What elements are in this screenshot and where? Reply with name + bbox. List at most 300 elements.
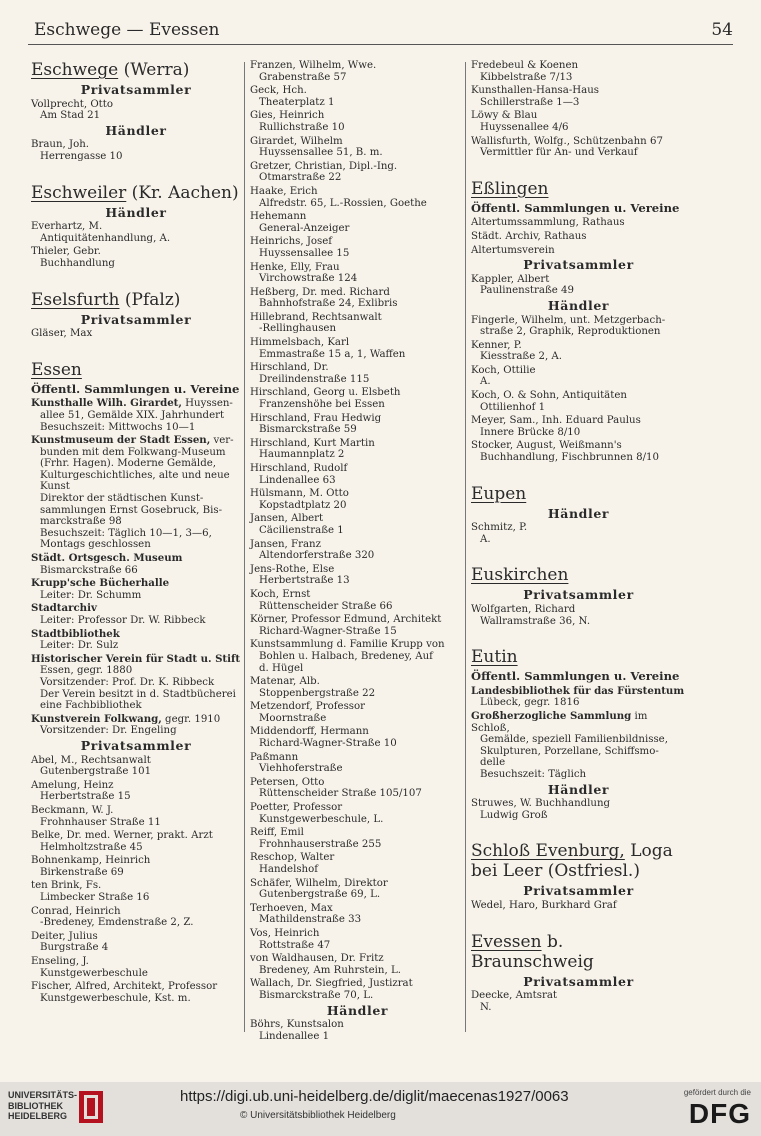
city-name: Schloß Evenburg, bbox=[471, 841, 625, 862]
entry-line: Skulpturen, Porzellane, Schiffsmo- bbox=[480, 745, 659, 757]
directory-entry bbox=[250, 463, 465, 486]
directory-entry bbox=[471, 365, 686, 388]
directory-entry bbox=[471, 315, 686, 338]
entry-line: Kopstadtplatz 20 bbox=[259, 499, 347, 511]
entry-name: Beckmann, W. J. bbox=[31, 804, 114, 816]
section-heading: Händler bbox=[547, 297, 610, 313]
entry-line: Paulinenstraße 49 bbox=[480, 285, 575, 297]
entry-name: Paßmann bbox=[250, 751, 299, 763]
entry-line: Lindenallee 1 bbox=[259, 1030, 330, 1042]
entry-name: Middendorff, Hermann bbox=[250, 726, 369, 738]
column-divider bbox=[465, 62, 466, 1032]
page-header bbox=[28, 20, 733, 45]
directory-entry bbox=[31, 755, 241, 778]
entry-line: Mathildenstraße 33 bbox=[259, 914, 362, 926]
city-name: Eschweiler bbox=[31, 182, 127, 203]
institution-name: Kunstverein Folkwang, bbox=[31, 712, 162, 725]
section-heading: Händler bbox=[547, 505, 610, 521]
section-heading: Händler bbox=[105, 122, 167, 138]
spacer bbox=[471, 823, 686, 841]
entry-name: Everhartz, M. bbox=[31, 221, 103, 233]
entry-line: Kulturgeschichtliches, alte und neue bbox=[40, 469, 230, 481]
directory-entry bbox=[250, 60, 465, 83]
entry-name: Matenar, Alb. bbox=[250, 676, 320, 688]
entry-line: Schillerstraße 1—3 bbox=[480, 96, 580, 108]
entry-line: sammlungen Ernst Gosebruck, Bis- bbox=[40, 504, 223, 516]
entry-line: Bredeney, Am Ruhrstein, L. bbox=[259, 964, 401, 976]
entry-name: Gretzer, Christian, Dipl.-Ing. bbox=[250, 160, 398, 172]
entry-line: Bohlen u. Halbach, Bredeney, Auf bbox=[259, 650, 433, 662]
directory-entry bbox=[471, 522, 686, 545]
directory-entry bbox=[471, 217, 686, 229]
entry-name: ten Brink, Fs. bbox=[31, 880, 102, 892]
entry-line: Franzenshöhe bei Essen bbox=[259, 399, 385, 411]
running-title: Eschwege — Evessen bbox=[34, 20, 220, 40]
directory-entry bbox=[250, 726, 465, 749]
permalink-url[interactable]: https://digi.ub.uni-heidelberg.de/diglit/maecenas1927/0063 bbox=[180, 1088, 569, 1105]
entry-line: Gemälde, speziell Familienbildnisse, bbox=[480, 734, 668, 746]
entry-name: Hirschland, Frau Hedwig bbox=[250, 412, 382, 424]
entry-line: Burgstraße 4 bbox=[40, 942, 109, 954]
city-heading bbox=[31, 290, 241, 310]
spacer bbox=[31, 272, 241, 290]
entry-name: von Waldhausen, Dr. Fritz bbox=[250, 953, 384, 965]
entry-name: Conrad, Heinrich bbox=[31, 905, 121, 917]
entry-line: Vermittler für An- und Verkauf bbox=[480, 147, 638, 159]
page-number: 54 bbox=[711, 20, 733, 40]
entry-name: Amelung, Heinz bbox=[31, 779, 114, 791]
directory-entry bbox=[250, 614, 465, 637]
entry-line: Am Stad 21 bbox=[40, 110, 101, 122]
entry-detail: gegr. 1910 bbox=[161, 713, 221, 725]
directory-entry bbox=[250, 953, 465, 976]
entry-name: Henke, Elly, Frau bbox=[250, 261, 340, 273]
entry-name: Struwes, W. Buchhandlung bbox=[471, 798, 611, 810]
entry-line: Limbecker Straße 16 bbox=[40, 892, 150, 904]
entry-name: Hehemann bbox=[250, 211, 307, 223]
directory-entry bbox=[31, 139, 241, 162]
city-heading bbox=[31, 360, 241, 380]
entry-line: Kiesstraße 2, A. bbox=[480, 351, 563, 363]
directory-entry bbox=[250, 161, 465, 184]
spacer bbox=[31, 165, 241, 183]
viewer-footer bbox=[0, 1082, 761, 1136]
entry-first-line bbox=[31, 629, 241, 641]
directory-entry bbox=[31, 956, 241, 979]
directory-entry bbox=[31, 435, 241, 551]
entry-name: Wallach, Dr. Siegfried, Justizrat bbox=[250, 978, 413, 990]
entry-line: bunden mit dem Folkwang-Museum bbox=[40, 446, 226, 458]
entry-line: -Rellinghausen bbox=[259, 323, 337, 335]
institutions-heading: Öffentl. Sammlungen u. Vereine bbox=[471, 200, 680, 215]
entry-name: Deecke, Amtsrat bbox=[471, 990, 557, 1002]
entry-name: Reiff, Emil bbox=[250, 827, 304, 839]
entry-name: Reschop, Walter bbox=[250, 852, 335, 864]
entry-line: Alfredstr. 65, L.-Rossien, Goethe bbox=[259, 197, 427, 209]
directory-entry bbox=[31, 654, 241, 712]
city-heading bbox=[471, 841, 686, 881]
directory-entry bbox=[31, 906, 241, 929]
entry-name: Kunstsammlung d. Familie Krupp von bbox=[250, 639, 445, 651]
directory-entry bbox=[471, 604, 686, 627]
directory-entry bbox=[471, 340, 686, 363]
entry-line: Cäcilienstraße 1 bbox=[259, 524, 344, 536]
entry-first-line bbox=[31, 553, 241, 565]
directory-entry bbox=[31, 981, 241, 1004]
entry-line: Herbertstraße 13 bbox=[259, 575, 350, 587]
directory-entry bbox=[31, 99, 241, 122]
city-qualifier: (Werra) bbox=[118, 60, 190, 80]
entry-name: Geck, Hch. bbox=[250, 85, 307, 97]
directory-entry bbox=[250, 978, 465, 1001]
entry-line: Lindenallee 63 bbox=[259, 474, 336, 486]
entry-line: Kunstgewerbeschule, Kst. m. bbox=[40, 992, 191, 1004]
entry-line: Rullichstraße 10 bbox=[259, 121, 345, 133]
spacer bbox=[471, 547, 686, 565]
entry-name: Hillebrand, Rechtsanwalt bbox=[250, 311, 382, 323]
entry-name: Heßberg, Dr. med. Richard bbox=[250, 286, 390, 298]
city-name: Eutin bbox=[471, 647, 518, 668]
section-heading: Privatsammler bbox=[80, 737, 192, 753]
directory-entry bbox=[31, 398, 241, 433]
entry-name: Körner, Professor Edmund, Architekt bbox=[250, 614, 442, 626]
directory-entry bbox=[250, 312, 465, 335]
column-2 bbox=[250, 60, 465, 1044]
entry-line: straße 2, Graphik, Reproduktionen bbox=[480, 326, 661, 338]
entry-line: d. Hügel bbox=[259, 662, 304, 674]
entry-line: Emmastraße 15 a, 1, Waffen bbox=[259, 348, 406, 360]
entry-line: Rüttenscheider Straße 66 bbox=[259, 600, 393, 612]
entry-line: Essen, gegr. 1880 bbox=[40, 665, 133, 677]
entry-line: Lübeck, gegr. 1816 bbox=[480, 697, 580, 709]
entry-first-line bbox=[31, 398, 241, 410]
entry-line: delle bbox=[480, 757, 506, 769]
city-name: Eselsfurth bbox=[31, 289, 120, 310]
section-heading: Privatsammler bbox=[523, 587, 634, 603]
entry-line: Herbertstraße 15 bbox=[40, 791, 131, 803]
entry-name: Meyer, Sam., Inh. Eduard Paulus bbox=[471, 415, 641, 427]
city-heading bbox=[31, 60, 241, 80]
entry-line: Antiquitätenhandlung, A. bbox=[40, 232, 171, 244]
directory-entry bbox=[471, 110, 686, 133]
entry-name: Vos, Heinrich bbox=[250, 927, 320, 939]
institution-name: Großherzogliche Sammlung bbox=[471, 709, 632, 722]
directory-entry bbox=[250, 539, 465, 562]
library-seal-icon bbox=[78, 1090, 104, 1124]
entry-line: A. bbox=[480, 376, 491, 388]
institution-name: Städt. Ortsgesch. Museum bbox=[31, 552, 183, 565]
entry-name: Fischer, Alfred, Architekt, Professor bbox=[31, 981, 218, 993]
directory-entry bbox=[250, 701, 465, 724]
entry-line: Dreilindenstraße 115 bbox=[259, 373, 370, 385]
directory-entry bbox=[250, 262, 465, 285]
entry-line: Handelshof bbox=[259, 864, 319, 875]
entry-name: Hirschland, Rudolf bbox=[250, 463, 348, 474]
entry-line: marckstraße 98 bbox=[40, 516, 122, 528]
entry-name: Kenner, P. bbox=[471, 339, 522, 351]
directory-entry bbox=[31, 880, 241, 903]
institutions-heading: Öffentl. Sammlungen u. Vereine bbox=[471, 669, 680, 684]
spacer bbox=[471, 914, 686, 932]
directory-entry bbox=[31, 780, 241, 803]
spacer bbox=[471, 629, 686, 647]
entry-name: Städt. Archiv, Rathaus bbox=[471, 230, 587, 242]
directory-entry bbox=[250, 110, 465, 133]
section-heading: Privatsammler bbox=[523, 883, 634, 899]
directory-entry bbox=[31, 830, 241, 853]
directory-entry bbox=[250, 827, 465, 850]
entry-name: Jansen, Albert bbox=[250, 513, 324, 525]
directory-entry bbox=[250, 752, 465, 775]
section-heading: Privatsammler bbox=[523, 973, 634, 989]
entry-name: Petersen, Otto bbox=[250, 776, 325, 788]
entry-line: N. bbox=[480, 1001, 492, 1013]
entry-name: Abel, M., Rechtsanwalt bbox=[31, 754, 151, 766]
entry-line: Virchowstraße 124 bbox=[259, 273, 358, 285]
directory-entry bbox=[31, 221, 241, 244]
entry-line: Richard-Wagner-Straße 15 bbox=[259, 625, 397, 637]
copyright-notice: © Universitätsbibliothek Heidelberg bbox=[240, 1110, 396, 1121]
city-name: Eßlingen bbox=[471, 178, 549, 199]
entry-name: Enseling, J. bbox=[31, 956, 89, 968]
directory-entry bbox=[250, 928, 465, 951]
city-qualifier: Loga bei Leer (Ostfriesl.) bbox=[471, 841, 673, 882]
entry-name: Jens-Rothe, Else bbox=[250, 563, 335, 575]
entry-first-line bbox=[31, 714, 241, 726]
directory-entry bbox=[250, 1019, 465, 1042]
entry-name: Hirschland, Georg u. Elsbeth bbox=[250, 387, 401, 399]
entry-line: General-Anzeiger bbox=[259, 222, 350, 234]
directory-entry bbox=[250, 878, 465, 901]
directory-entry bbox=[471, 686, 686, 709]
entry-line: Huyssenallee 4/6 bbox=[480, 121, 569, 133]
institution-name: Kunsthalle Wilh. Girardet, bbox=[31, 397, 182, 410]
entry-line: Der Verein besitzt in d. Stadtbücherei bbox=[40, 688, 236, 700]
institution-name: Stadtarchiv bbox=[31, 602, 97, 615]
entry-name: Haake, Erich bbox=[250, 185, 318, 197]
entry-detail: ver- bbox=[210, 435, 234, 447]
entry-name: Böhrs, Kunstsalon bbox=[250, 1019, 344, 1031]
entry-name: Deiter, Julius bbox=[31, 930, 98, 942]
entry-line: Bismarckstraße 70, L. bbox=[259, 989, 374, 1001]
entry-name: Kappler, Albert bbox=[471, 273, 550, 285]
section-heading: Privatsammler bbox=[80, 311, 192, 327]
city-name: Evessen bbox=[471, 931, 542, 952]
directory-entry bbox=[250, 337, 465, 360]
directory-entry bbox=[31, 931, 241, 954]
directory-entry bbox=[471, 136, 686, 159]
column-divider bbox=[244, 62, 245, 1032]
directory-entry bbox=[471, 711, 686, 781]
entry-name: Girardet, Wilhelm bbox=[250, 135, 343, 147]
directory-entry bbox=[471, 85, 686, 108]
entry-line: Buchhandlung bbox=[40, 257, 115, 269]
entry-line: allee 51, Gemälde XIX. Jahrhundert bbox=[40, 409, 225, 421]
entry-name: Gläser, Max bbox=[31, 328, 93, 340]
directory-entry bbox=[250, 903, 465, 926]
entry-name: Fingerle, Wilhelm, unt. Metzgerbach- bbox=[471, 314, 666, 326]
entry-line: Grabenstraße 57 bbox=[259, 71, 347, 83]
entry-name: Thieler, Gebr. bbox=[31, 246, 101, 258]
entry-name: Koch, Ottilie bbox=[471, 364, 536, 376]
entry-line: Huyssensallee 51, B. m. bbox=[259, 147, 383, 159]
directory-entry bbox=[31, 629, 241, 652]
entry-line: (Frhr. Hagen). Moderne Gemälde, bbox=[40, 458, 216, 470]
entry-name: Gies, Heinrich bbox=[250, 110, 325, 122]
directory-entry bbox=[250, 513, 465, 536]
entry-name: Heinrichs, Josef bbox=[250, 236, 333, 248]
directory-entry bbox=[471, 440, 686, 463]
spacer bbox=[31, 342, 241, 360]
city-heading bbox=[471, 179, 686, 199]
city-name: Euskirchen bbox=[471, 565, 569, 586]
institution-name: Kunstmuseum der Stadt Essen, bbox=[31, 434, 211, 447]
entry-name: Franzen, Wilhelm, Wwe. bbox=[250, 60, 377, 71]
entry-line: Direktor der städtischen Kunst- bbox=[40, 493, 204, 505]
entry-detail: Huyssen- bbox=[181, 398, 233, 410]
city-heading bbox=[471, 484, 686, 504]
institution-name: Historischer Verein für Stadt u. Stift bbox=[31, 652, 241, 665]
entry-line: Frohnhauserstraße 255 bbox=[259, 838, 382, 850]
entry-line: Kunstgewerbeschule, L. bbox=[259, 813, 384, 825]
directory-entry bbox=[250, 287, 465, 310]
entry-line: A. bbox=[480, 533, 491, 545]
dfg-logo: DFG bbox=[688, 1098, 751, 1129]
directory-entry bbox=[471, 231, 686, 243]
entry-line: Richard-Wagner-Straße 10 bbox=[259, 738, 397, 750]
directory-entry bbox=[250, 387, 465, 410]
directory-entry bbox=[250, 488, 465, 511]
entry-line: Leiter: Dr. Sulz bbox=[40, 640, 119, 652]
entry-first-line bbox=[471, 686, 686, 698]
directory-entry bbox=[471, 798, 686, 821]
entry-detail: im Schloß, bbox=[471, 710, 648, 734]
directory-entry bbox=[31, 714, 241, 737]
entry-name: Bohnenkamp, Heinrich bbox=[31, 855, 151, 867]
entry-line: -Bredeney, Emdenstraße 2, Z. bbox=[40, 917, 194, 929]
entry-line: Moornstraße bbox=[259, 712, 327, 724]
entry-name: Poetter, Professor bbox=[250, 802, 343, 814]
section-heading: Privatsammler bbox=[80, 82, 192, 97]
entry-name: Hirschland, Dr. bbox=[250, 362, 329, 374]
section-heading: Händler bbox=[547, 781, 610, 797]
entry-line: Wallramstraße 36, N. bbox=[480, 615, 591, 627]
entry-line: Huyssensallee 15 bbox=[259, 247, 350, 259]
entry-line: Bismarckstraße 66 bbox=[40, 564, 138, 576]
entry-line: Bismarckstraße 59 bbox=[259, 424, 357, 436]
directory-entry bbox=[250, 186, 465, 209]
entry-line: Leiter: Professor Dr. W. Ribbeck bbox=[40, 615, 206, 626]
spacer bbox=[471, 466, 686, 484]
entry-name: Himmelsbach, Karl bbox=[250, 337, 350, 349]
entry-name: Wedel, Haro, Burkhard Graf bbox=[471, 899, 617, 911]
directory-entry bbox=[471, 274, 686, 297]
entry-line: Frohnhauser Straße 11 bbox=[40, 816, 161, 828]
column-1 bbox=[31, 60, 241, 1006]
entry-name: Schäfer, Wilhelm, Direktor bbox=[250, 877, 388, 889]
directory-entry bbox=[250, 85, 465, 108]
institutions-heading: Öffentl. Sammlungen u. Vereine bbox=[31, 381, 240, 396]
entry-line: Ludwig Groß bbox=[480, 809, 548, 821]
entry-first-line bbox=[31, 578, 241, 590]
section-heading: Händler bbox=[105, 204, 167, 220]
directory-entry bbox=[250, 136, 465, 159]
city-heading bbox=[471, 932, 686, 972]
entry-first-line bbox=[31, 603, 241, 615]
entry-name: Wallisfurth, Wolfg., Schützenbahn 67 bbox=[471, 135, 663, 147]
entry-name: Hirschland, Kurt Martin bbox=[250, 437, 375, 449]
entry-line: Kunst bbox=[40, 481, 70, 493]
library-logo-text: UNIVERSITÄTS- BIBLIOTHEK HEIDELBERG bbox=[8, 1090, 78, 1121]
directory-entry bbox=[31, 603, 241, 626]
city-heading bbox=[471, 565, 686, 585]
entry-name: Terhoeven, Max bbox=[250, 902, 333, 914]
entry-name: Metzendorf, Professor bbox=[250, 701, 366, 713]
entry-name: Belke, Dr. med. Werner, prakt. Arzt bbox=[31, 830, 213, 842]
entry-line: Helmholtzstraße 45 bbox=[40, 841, 143, 853]
directory-entry bbox=[250, 413, 465, 436]
entry-line: Haumannplatz 2 bbox=[259, 449, 345, 461]
entry-name: Stocker, August, Weißmann's bbox=[471, 440, 622, 452]
entry-line: Viehhoferstraße bbox=[259, 763, 343, 775]
spacer bbox=[471, 161, 686, 179]
directory-entry bbox=[250, 211, 465, 234]
directory-entry bbox=[31, 578, 241, 601]
entry-name: Schmitz, P. bbox=[471, 522, 528, 534]
directory-entry bbox=[31, 855, 241, 878]
entry-line: Gutenbergstraße 101 bbox=[40, 766, 152, 778]
entry-line: Ottilienhof 1 bbox=[480, 401, 546, 413]
entry-line: Altendorferstraße 320 bbox=[259, 550, 375, 562]
city-heading bbox=[31, 183, 241, 203]
funding-note: gefördert durch die bbox=[683, 1088, 751, 1097]
directory-entry bbox=[31, 328, 241, 340]
entry-line: eine Fachbibliothek bbox=[40, 700, 142, 712]
city-name: Eschwege bbox=[31, 60, 119, 80]
directory-entry bbox=[250, 236, 465, 259]
directory-entry bbox=[250, 802, 465, 825]
entry-name: Wolfgarten, Richard bbox=[471, 604, 576, 615]
city-name: Eupen bbox=[471, 483, 527, 504]
entry-line: Vorsitzender: Dr. Engeling bbox=[40, 725, 177, 737]
directory-entry bbox=[250, 438, 465, 461]
entry-line: Birkenstraße 69 bbox=[40, 866, 124, 878]
directory-entry bbox=[471, 990, 686, 1013]
directory-entry bbox=[250, 676, 465, 699]
directory-entry bbox=[250, 852, 465, 875]
entry-name: Fredebeul & Koenen bbox=[471, 60, 579, 71]
directory-entry bbox=[31, 805, 241, 828]
directory-entry bbox=[471, 245, 686, 257]
entry-line: Herrengasse 10 bbox=[40, 150, 123, 162]
directory-entry bbox=[471, 900, 686, 912]
entry-line: Theaterplatz 1 bbox=[259, 96, 335, 108]
entry-name: Altertumssammlung, Rathaus bbox=[471, 217, 625, 229]
entry-line: Buchhandlung, Fischbrunnen 8/10 bbox=[480, 452, 660, 464]
directory-entry bbox=[31, 553, 241, 576]
entry-name: Löwy & Blau bbox=[471, 110, 538, 122]
directory-entry bbox=[471, 415, 686, 438]
directory-entry bbox=[250, 564, 465, 587]
directory-entry bbox=[471, 390, 686, 413]
entry-first-line bbox=[31, 654, 241, 666]
entry-name: Hülsmann, M. Otto bbox=[250, 488, 349, 500]
entry-line: Kunstgewerbeschule bbox=[40, 967, 148, 979]
entry-line: Rüttenscheider Straße 105/107 bbox=[259, 788, 422, 800]
directory-entry bbox=[250, 362, 465, 385]
entry-line: Rottstraße 47 bbox=[259, 939, 331, 951]
institution-name: Krupp'sche Bücherhalle bbox=[31, 577, 170, 590]
